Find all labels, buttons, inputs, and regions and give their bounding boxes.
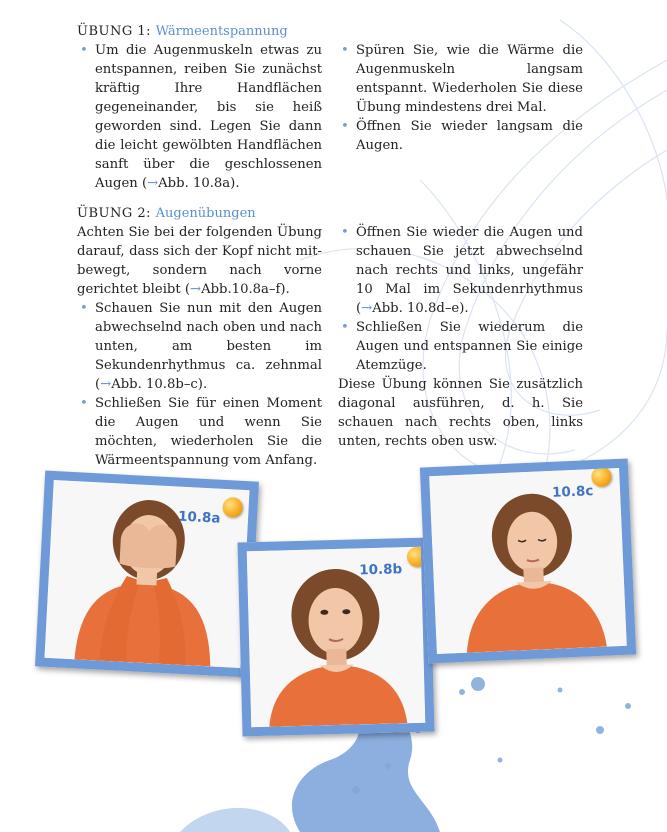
- exercise1-heading-title: Wärmeentspannung: [155, 24, 288, 39]
- photo-10-8a: [35, 471, 259, 678]
- woman-covering-eyes-image: [44, 480, 249, 668]
- exercise1-heading: [77, 22, 322, 41]
- exercise1-heading-prefix: ÜBUNG 1:: [77, 24, 152, 39]
- photo-10-8c: [420, 459, 636, 664]
- list-item: • Schließen Sie wiederum die Augen und entspannen Sie einige Atemzüge.: [338, 318, 583, 375]
- exercise1-right-column: [338, 41, 583, 155]
- photo-label: 10.8a: [177, 508, 221, 527]
- exercise2-heading-prefix: ÜBUNG 2:: [77, 206, 152, 221]
- exercise2-heading-title: Augenübungen: [155, 206, 256, 221]
- exercise2-right-column: [338, 223, 583, 451]
- list-item: • Öffnen Sie wieder die Augen und schauen Sie jetzt abwechselnd nach rechts und links, ungefähr 10 Mal im Sekundenrhythmus (→Abb. 10.8d–e).: [338, 223, 583, 318]
- arrow-icon: →: [147, 176, 159, 191]
- arrow-icon: →: [361, 301, 373, 316]
- exercise2-left-column: [77, 204, 322, 470]
- list-item: • Spüren Sie, wie die Wärme die Augenmuskeln langsam entspannt. Wiederholen Sie diese Übung mindestens drei Mal.: [338, 41, 583, 117]
- exercise1-left-column: [77, 22, 322, 193]
- list-item: • Schließen Sie für einen Moment die Augen und wenn Sie möchten, wiederholen Sie die Wärmeentspannung vom Anfang.: [77, 394, 322, 470]
- exercise2-outro: Diese Übung können Sie zusätzlich diagonal ausführen, d. h. Sie schauen nach rechts oben, links unten, rechts oben usw.: [338, 377, 583, 449]
- photo-label: 10.8b: [359, 561, 403, 579]
- list-item: • Schauen Sie nun mit den Augen abwechselnd nach oben und nach unten, am besten im Sekundenrhythmus ca. zehnmal (→Abb. 10.8b–c).: [77, 299, 322, 394]
- arrow-icon: →: [190, 282, 202, 297]
- list-item: • Um die Augenmuskeln etwas zu entspannen, reiben Sie zunächst kräftig Ihre Handflächen gegeneinander, bis sie heiß geworden sind. Legen Sie dann die leicht gewölbten Handflächen sanft über die geschlossenen Augen (→Abb. 10.8a).: [77, 41, 322, 193]
- photo-10-8b: [237, 538, 434, 737]
- exercise2-heading: [77, 204, 322, 223]
- arrow-icon: →: [100, 377, 112, 392]
- woman-looking-down-image: [429, 468, 627, 654]
- exercise2-intro: Achten Sie bei der folgenden Übung darauf, dass sich der Kopf nicht mitbewegt, sondern nach vorne gerichtet bleibt (→Abb.10.8a–f).: [77, 225, 322, 297]
- list-item: • Öffnen Sie wieder langsam die Augen.: [338, 117, 583, 155]
- photo-label: 10.8c: [551, 483, 594, 501]
